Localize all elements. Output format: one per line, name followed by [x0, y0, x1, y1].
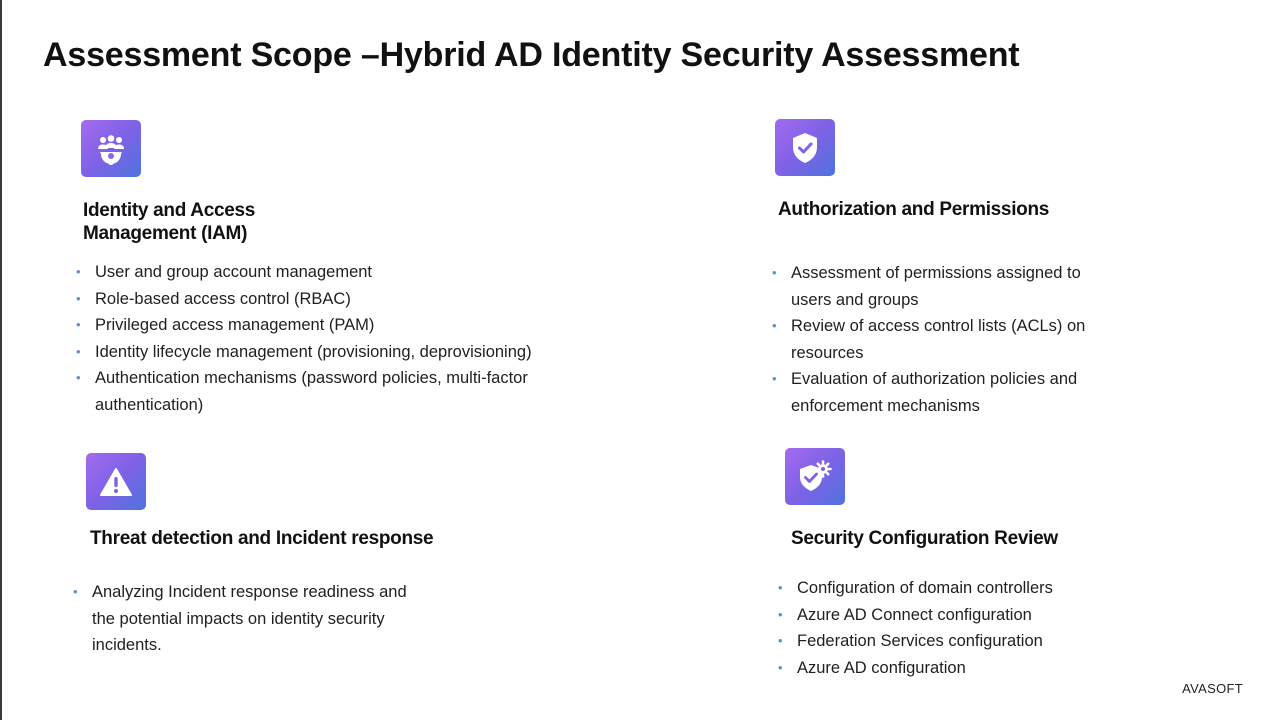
shield-check-icon [775, 119, 835, 176]
list-item: • Configuration of domain controllers [778, 575, 1138, 602]
list-item: • Azure AD configuration [778, 655, 1138, 682]
list-item: • Assessment of permissions assigned to users and groups [772, 260, 1122, 313]
section-title-authorization: Authorization and Permissions [778, 199, 1050, 220]
bullet-list-iam [76, 259, 596, 418]
list-item: • Analyzing Incident response readiness and the potential impacts on identity security incidents. [73, 579, 413, 659]
bullet-list-authorization [772, 260, 1122, 419]
section-title-iam: Identity and Access Management (IAM) [83, 200, 256, 244]
section-title-threat: Threat detection and Incident response [90, 528, 434, 549]
list-item: • Authentication mechanisms (password policies, multi-factor authentication) [76, 365, 596, 418]
section-title-security-config: Security Configuration Review [791, 528, 1058, 549]
list-item: • Review of access control lists (ACLs) on resources [772, 313, 1122, 366]
bullet-list-threat [73, 579, 413, 659]
list-item: • Privileged access management (PAM) [76, 312, 596, 339]
bullet-list-security-config [778, 575, 1138, 681]
list-item: • Identity lifecycle management (provisioning, deprovisioning) [76, 339, 596, 366]
list-item: • Azure AD Connect configuration [778, 602, 1138, 629]
list-item: • Evaluation of authorization policies and enforcement mechanisms [772, 366, 1122, 419]
list-item: • Role-based access control (RBAC) [76, 286, 596, 313]
shield-gear-icon [785, 448, 845, 505]
brand-logo-text: AVASOFT [1182, 681, 1243, 696]
users-gear-icon [81, 120, 141, 177]
list-item: • User and group account management [76, 259, 596, 286]
list-item: • Federation Services configuration [778, 628, 1138, 655]
slide-left-border [0, 0, 2, 720]
slide-title: Assessment Scope –Hybrid AD Identity Security Assessment [43, 36, 1020, 74]
warning-triangle-icon [86, 453, 146, 510]
